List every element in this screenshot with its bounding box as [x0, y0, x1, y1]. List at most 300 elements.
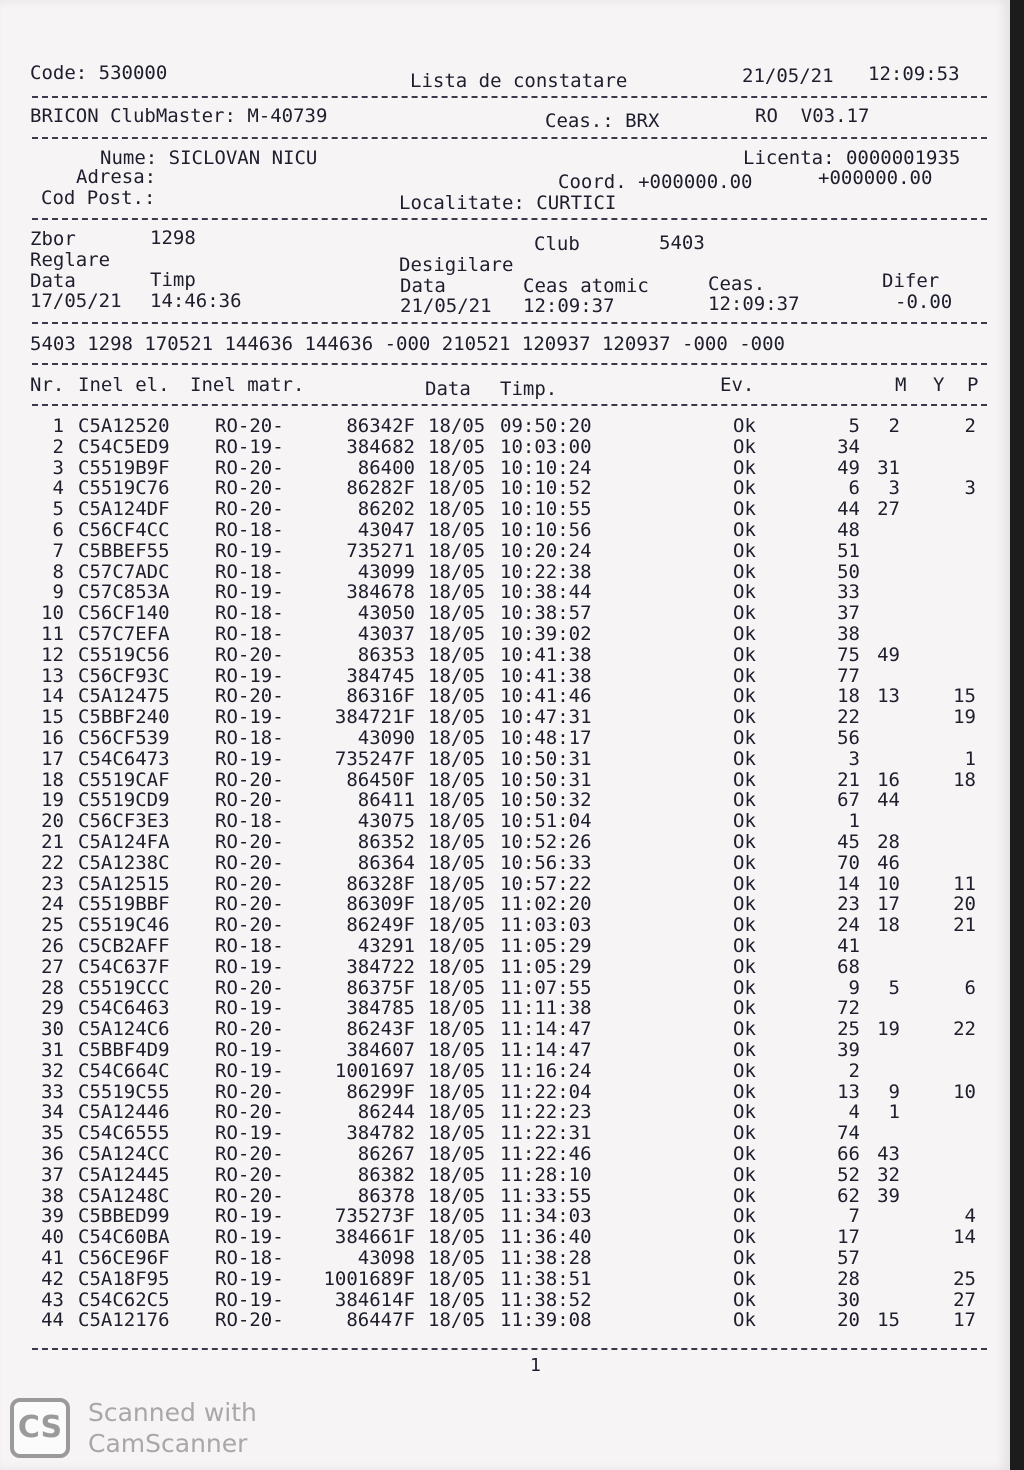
cell-time: 10:10:24 [500, 457, 592, 479]
cell-inel-matr-number: 1001697 [334, 1060, 415, 1082]
cell-time: 10:41:46 [500, 685, 592, 707]
cell-date: 18/05 [428, 1164, 486, 1186]
separator [32, 404, 987, 406]
cell-time: 10:47:31 [500, 706, 592, 728]
cell-time: 10:20:24 [500, 540, 592, 562]
cell-ev: Ok [733, 498, 756, 520]
cell-time: 11:14:47 [500, 1018, 592, 1040]
cell-inel-el: C5A1238C [78, 852, 170, 874]
cell-nr: 37 [41, 1164, 64, 1186]
cell-inel-el: C5BBEF55 [78, 540, 170, 562]
zbor-value: 1298 [150, 227, 196, 249]
cell-time: 10:03:00 [500, 436, 592, 458]
cell-date: 18/05 [428, 956, 486, 978]
table-row [0, 1102, 1010, 1123]
cell-ev: Ok [733, 831, 756, 853]
cell-inel-matr-number: 384614F [334, 1289, 415, 1311]
cell-date: 18/05 [428, 769, 486, 791]
cell-date: 18/05 [428, 519, 486, 541]
table-row [0, 832, 1010, 853]
cell-nr: 26 [41, 935, 64, 957]
cell-inel-matr-number: 86400 [357, 457, 415, 479]
cell-inel-matr-prefix: RO-19- [215, 665, 284, 687]
cell-p: 25 [953, 1268, 976, 1290]
cell-y: 18 [877, 914, 900, 936]
watermark-line2: CamScanner [88, 1429, 248, 1458]
cell-inel-matr-prefix: RO-20- [215, 1164, 284, 1186]
cell-ev: Ok [733, 1143, 756, 1165]
separator [32, 363, 987, 365]
cell-inel-el: C5A124DF [78, 498, 170, 520]
separator [32, 96, 987, 98]
cell-ev: Ok [733, 581, 756, 603]
cell-inel-el: C5A124CC [78, 1143, 170, 1165]
cell-inel-matr-prefix: RO-20- [215, 852, 284, 874]
cell-inel-el: C5BBED99 [78, 1205, 170, 1227]
cell-date: 18/05 [428, 623, 486, 645]
cell-inel-matr-prefix: RO-19- [215, 706, 284, 728]
cell-m: 41 [837, 935, 860, 957]
cell-m: 18 [837, 685, 860, 707]
cell-ev: Ok [733, 727, 756, 749]
cell-y: 49 [877, 644, 900, 666]
cell-time: 11:11:38 [500, 997, 592, 1019]
cell-ev: Ok [733, 789, 756, 811]
cell-ev: Ok [733, 935, 756, 957]
cell-y: 13 [877, 685, 900, 707]
cell-inel-matr-prefix: RO-18- [215, 810, 284, 832]
table-row [0, 790, 1010, 811]
table-row [0, 853, 1010, 874]
cell-nr: 34 [41, 1101, 64, 1123]
cell-inel-matr-number: 86202 [357, 498, 415, 520]
page-number: 1 [530, 1355, 541, 1376]
cell-p: 3 [964, 477, 976, 499]
ceas-label: Ceas.: BRX [545, 110, 660, 132]
cell-m: 9 [848, 977, 860, 999]
cell-time: 09:50:20 [500, 415, 592, 437]
cell-y: 9 [888, 1081, 900, 1103]
cell-inel-matr-number: 43098 [357, 1247, 415, 1269]
cell-inel-matr-number: 86244 [357, 1101, 415, 1123]
cell-inel-matr-number: 43075 [357, 810, 415, 832]
cell-m: 5 [848, 415, 860, 437]
cell-m: 51 [837, 540, 860, 562]
cell-m: 74 [837, 1122, 860, 1144]
table-row [0, 811, 1010, 832]
club-value: 5403 [659, 232, 705, 254]
cell-ev: Ok [733, 477, 756, 499]
table-row [0, 1123, 1010, 1144]
cell-ev: Ok [733, 457, 756, 479]
cell-time: 11:05:29 [500, 956, 592, 978]
cell-inel-matr-prefix: RO-19- [215, 1122, 284, 1144]
cell-m: 14 [837, 873, 860, 895]
table-row [0, 1310, 1010, 1331]
cell-inel-matr-prefix: RO-20- [215, 1018, 284, 1040]
cell-inel-el: C5519B9F [78, 457, 170, 479]
cell-inel-matr-prefix: RO-19- [215, 997, 284, 1019]
cell-m: 50 [837, 561, 860, 583]
cell-inel-matr-number: 86267 [357, 1143, 415, 1165]
cell-date: 18/05 [428, 1247, 486, 1269]
cell-p: 6 [964, 977, 976, 999]
cell-ev: Ok [733, 1226, 756, 1248]
cell-inel-matr-number: 384682 [346, 436, 415, 458]
separator [32, 322, 987, 324]
cell-time: 10:50:31 [500, 769, 592, 791]
cell-nr: 3 [52, 457, 64, 479]
cell-inel-el: C54C637F [78, 956, 170, 978]
cell-date: 18/05 [428, 727, 486, 749]
zbor-label: Zbor [30, 228, 76, 250]
cell-m: 30 [837, 1289, 860, 1311]
data-label: Data [30, 270, 76, 292]
table-row [0, 1144, 1010, 1165]
cell-p: 18 [953, 769, 976, 791]
cell-ev: Ok [733, 685, 756, 707]
table-row [0, 416, 1010, 437]
cell-nr: 5 [52, 498, 64, 520]
cell-m: 72 [837, 997, 860, 1019]
cell-p: 4 [964, 1205, 976, 1227]
cell-m: 33 [837, 581, 860, 603]
cell-date: 18/05 [428, 706, 486, 728]
cell-inel-el: C5A124FA [78, 831, 170, 853]
cell-time: 10:10:52 [500, 477, 592, 499]
col-timp-header: Timp. [500, 378, 558, 400]
table-row [0, 1248, 1010, 1269]
cell-time: 11:05:29 [500, 935, 592, 957]
cod-post-label: Cod Post.: [41, 187, 156, 209]
cell-inel-matr-prefix: RO-20- [215, 873, 284, 895]
cell-inel-el: C5519CD9 [78, 789, 170, 811]
cell-p: 22 [953, 1018, 976, 1040]
cell-inel-matr-number: 86353 [357, 644, 415, 666]
cell-inel-el: C5519C46 [78, 914, 170, 936]
cell-nr: 32 [41, 1060, 64, 1082]
cell-ev: Ok [733, 644, 756, 666]
owner-name: Nume: SICLOVAN NICU [100, 147, 318, 169]
cell-inel-matr-number: 384661F [334, 1226, 415, 1248]
coord-value: +000000.00 [818, 167, 933, 189]
cell-inel-el: C5A12446 [78, 1101, 170, 1123]
cell-nr: 10 [41, 602, 64, 624]
cell-inel-matr-prefix: RO-19- [215, 436, 284, 458]
cell-inel-matr-number: 86450F [346, 769, 415, 791]
cell-nr: 13 [41, 665, 64, 687]
cell-inel-el: C56CF4CC [78, 519, 170, 541]
cell-ev: Ok [733, 873, 756, 895]
cell-m: 70 [837, 852, 860, 874]
cell-inel-el: C57C7EFA [78, 623, 170, 645]
summary-line: 5403 1298 170521 144636 144636 -000 210521 120937 120937 -000 -000 [30, 333, 785, 355]
separator [32, 137, 987, 139]
cell-date: 18/05 [428, 1018, 486, 1040]
cell-time: 11:03:03 [500, 914, 592, 936]
cell-nr: 7 [52, 540, 64, 562]
cell-date: 18/05 [428, 789, 486, 811]
cell-inel-matr-number: 735273F [334, 1205, 415, 1227]
table-row [0, 478, 1010, 499]
cell-date: 18/05 [428, 831, 486, 853]
cell-inel-el: C5A12515 [78, 873, 170, 895]
cell-p: 14 [953, 1226, 976, 1248]
cell-y: 5 [888, 977, 900, 999]
cell-inel-matr-number: 86378 [357, 1185, 415, 1207]
cell-date: 18/05 [428, 415, 486, 437]
cell-ev: Ok [733, 602, 756, 624]
cell-m: 24 [837, 914, 860, 936]
cell-p: 27 [953, 1289, 976, 1311]
cell-nr: 42 [41, 1268, 64, 1290]
cell-m: 3 [848, 748, 860, 770]
cell-inel-matr-number: 86282F [346, 477, 415, 499]
desigilare-atomic-time: 12:09:37 [523, 295, 615, 317]
table-row [0, 562, 1010, 583]
cell-inel-matr-prefix: RO-19- [215, 1226, 284, 1248]
cell-inel-matr-prefix: RO-20- [215, 498, 284, 520]
cell-date: 18/05 [428, 935, 486, 957]
ceas-col-label: Ceas. [708, 273, 766, 295]
cell-ev: Ok [733, 1247, 756, 1269]
cell-nr: 8 [52, 561, 64, 583]
cell-inel-matr-prefix: RO-20- [215, 1081, 284, 1103]
table-row [0, 499, 1010, 520]
cell-date: 18/05 [428, 602, 486, 624]
cell-m: 17 [837, 1226, 860, 1248]
cell-m: 28 [837, 1268, 860, 1290]
cell-inel-matr-number: 735271 [346, 540, 415, 562]
cell-nr: 18 [41, 769, 64, 791]
cell-ev: Ok [733, 1101, 756, 1123]
cell-ev: Ok [733, 852, 756, 874]
col-m-header: M [895, 374, 907, 396]
cell-y: 2 [888, 415, 900, 437]
cell-time: 11:07:55 [500, 977, 592, 999]
cell-m: 2 [848, 1060, 860, 1082]
adresa-label: Adresa: [76, 166, 157, 188]
cell-y: 44 [877, 789, 900, 811]
cell-inel-matr-prefix: RO-20- [215, 644, 284, 666]
table-row [0, 1061, 1010, 1082]
cell-time: 10:41:38 [500, 665, 592, 687]
coord-label: Coord. +000000.00 [558, 171, 753, 193]
cell-inel-el: C56CE96F [78, 1247, 170, 1269]
cell-nr: 44 [41, 1309, 64, 1331]
cell-inel-el: C56CF140 [78, 602, 170, 624]
cell-ev: Ok [733, 977, 756, 999]
cell-inel-el: C54C6555 [78, 1122, 170, 1144]
table-row [0, 915, 1010, 936]
cell-inel-matr-prefix: RO-18- [215, 623, 284, 645]
cell-date: 18/05 [428, 561, 486, 583]
cell-inel-el: C5519CCC [78, 977, 170, 999]
cell-y: 31 [877, 457, 900, 479]
cell-inel-matr-number: 384745 [346, 665, 415, 687]
cell-y: 16 [877, 769, 900, 791]
table-row [0, 749, 1010, 770]
cell-p: 2 [964, 415, 976, 437]
cell-date: 18/05 [428, 852, 486, 874]
table-row [0, 1206, 1010, 1227]
cell-nr: 19 [41, 789, 64, 811]
cell-date: 18/05 [428, 1122, 486, 1144]
cell-time: 11:39:08 [500, 1309, 592, 1331]
table-row [0, 894, 1010, 915]
table-row [0, 707, 1010, 728]
cell-m: 7 [848, 1205, 860, 1227]
cell-inel-matr-prefix: RO-20- [215, 1185, 284, 1207]
cell-inel-matr-prefix: RO-18- [215, 727, 284, 749]
difer-value: -0.00 [895, 291, 953, 313]
cell-time: 10:38:44 [500, 581, 592, 603]
cell-nr: 25 [41, 914, 64, 936]
cell-time: 10:10:56 [500, 519, 592, 541]
cell-ev: Ok [733, 1122, 756, 1144]
cell-inel-matr-number: 86375F [346, 977, 415, 999]
cell-inel-el: C5CB2AFF [78, 935, 170, 957]
table-row [0, 874, 1010, 895]
cell-time: 10:51:04 [500, 810, 592, 832]
cell-nr: 4 [52, 477, 64, 499]
cell-inel-matr-number: 43047 [357, 519, 415, 541]
cell-m: 48 [837, 519, 860, 541]
cell-inel-el: C5519BBF [78, 893, 170, 915]
cell-date: 18/05 [428, 1205, 486, 1227]
cell-y: 19 [877, 1018, 900, 1040]
cell-m: 38 [837, 623, 860, 645]
cell-inel-matr-number: 86309F [346, 893, 415, 915]
cell-inel-matr-number: 86328F [346, 873, 415, 895]
cell-ev: Ok [733, 1039, 756, 1061]
cell-time: 11:34:03 [500, 1205, 592, 1227]
cell-nr: 15 [41, 706, 64, 728]
cell-inel-el: C54C6473 [78, 748, 170, 770]
table-row [0, 458, 1010, 479]
cell-nr: 38 [41, 1185, 64, 1207]
cell-y: 39 [877, 1185, 900, 1207]
cell-date: 18/05 [428, 1143, 486, 1165]
cell-time: 11:22:04 [500, 1081, 592, 1103]
cell-time: 11:22:46 [500, 1143, 592, 1165]
cell-date: 18/05 [428, 1226, 486, 1248]
cell-m: 45 [837, 831, 860, 853]
cell-inel-matr-number: 86352 [357, 831, 415, 853]
cell-inel-el: C5A12520 [78, 415, 170, 437]
table-row [0, 541, 1010, 562]
cell-inel-matr-prefix: RO-20- [215, 457, 284, 479]
cell-m: 44 [837, 498, 860, 520]
col-ev-header: Ev. [720, 374, 755, 396]
table-row [0, 624, 1010, 645]
cell-inel-matr-number: 1001689F [323, 1268, 415, 1290]
cell-y: 28 [877, 831, 900, 853]
reglare-date: 17/05/21 [30, 290, 122, 312]
cell-inel-matr-prefix: RO-19- [215, 956, 284, 978]
cell-inel-matr-prefix: RO-20- [215, 769, 284, 791]
cell-m: 66 [837, 1143, 860, 1165]
cell-p: 1 [964, 748, 976, 770]
cell-date: 18/05 [428, 477, 486, 499]
cell-nr: 16 [41, 727, 64, 749]
cell-inel-matr-number: 43050 [357, 602, 415, 624]
cell-ev: Ok [733, 893, 756, 915]
cell-inel-matr-prefix: RO-19- [215, 581, 284, 603]
col-data-header: Data [425, 378, 471, 400]
cell-nr: 11 [41, 623, 64, 645]
cell-nr: 20 [41, 810, 64, 832]
cell-m: 75 [837, 644, 860, 666]
cell-inel-matr-prefix: RO-19- [215, 1205, 284, 1227]
cell-ev: Ok [733, 415, 756, 437]
table-row [0, 437, 1010, 458]
cell-nr: 41 [41, 1247, 64, 1269]
cell-ev: Ok [733, 1185, 756, 1207]
table-row [0, 645, 1010, 666]
cell-time: 10:41:38 [500, 644, 592, 666]
col-y-header: Y [933, 374, 945, 396]
desigilare-date: 21/05/21 [400, 295, 492, 317]
table-row [0, 770, 1010, 791]
cell-date: 18/05 [428, 685, 486, 707]
cell-p: 17 [953, 1309, 976, 1331]
cell-nr: 12 [41, 644, 64, 666]
cell-time: 10:22:38 [500, 561, 592, 583]
cell-y: 46 [877, 852, 900, 874]
cell-nr: 1 [52, 415, 64, 437]
cell-p: 20 [953, 893, 976, 915]
cell-nr: 21 [41, 831, 64, 853]
cell-inel-matr-prefix: RO-19- [215, 1268, 284, 1290]
table-row [0, 728, 1010, 749]
cell-inel-matr-number: 86243F [346, 1018, 415, 1040]
code-label: Code: 530000 [30, 62, 168, 84]
cell-inel-el: C56CF3E3 [78, 810, 170, 832]
cell-date: 18/05 [428, 977, 486, 999]
cell-time: 11:33:55 [500, 1185, 592, 1207]
cell-nr: 31 [41, 1039, 64, 1061]
cell-m: 62 [837, 1185, 860, 1207]
col-nr-header: Nr. [30, 374, 65, 396]
cell-inel-el: C5A124C6 [78, 1018, 170, 1040]
cell-nr: 30 [41, 1018, 64, 1040]
cell-y: 27 [877, 498, 900, 520]
cell-inel-matr-number: 384721F [334, 706, 415, 728]
cell-inel-matr-prefix: RO-19- [215, 1039, 284, 1061]
cell-m: 20 [837, 1309, 860, 1331]
cell-inel-el: C5519C56 [78, 644, 170, 666]
cell-ev: Ok [733, 748, 756, 770]
cell-inel-matr-number: 86249F [346, 914, 415, 936]
cell-m: 56 [837, 727, 860, 749]
cell-inel-el: C5A12475 [78, 685, 170, 707]
cell-nr: 14 [41, 685, 64, 707]
cell-date: 18/05 [428, 1101, 486, 1123]
cell-inel-el: C57C853A [78, 581, 170, 603]
cell-ev: Ok [733, 436, 756, 458]
cell-time: 10:39:02 [500, 623, 592, 645]
reglare-label: Reglare [30, 249, 111, 271]
cell-inel-matr-prefix: RO-19- [215, 540, 284, 562]
localitate: Localitate: CURTICI [399, 192, 617, 214]
cell-inel-matr-prefix: RO-20- [215, 477, 284, 499]
cell-date: 18/05 [428, 436, 486, 458]
cell-date: 18/05 [428, 1081, 486, 1103]
ceas-atomic-label: Ceas atomic [523, 275, 649, 297]
cell-inel-el: C54C60BA [78, 1226, 170, 1248]
cell-time: 10:48:17 [500, 727, 592, 749]
